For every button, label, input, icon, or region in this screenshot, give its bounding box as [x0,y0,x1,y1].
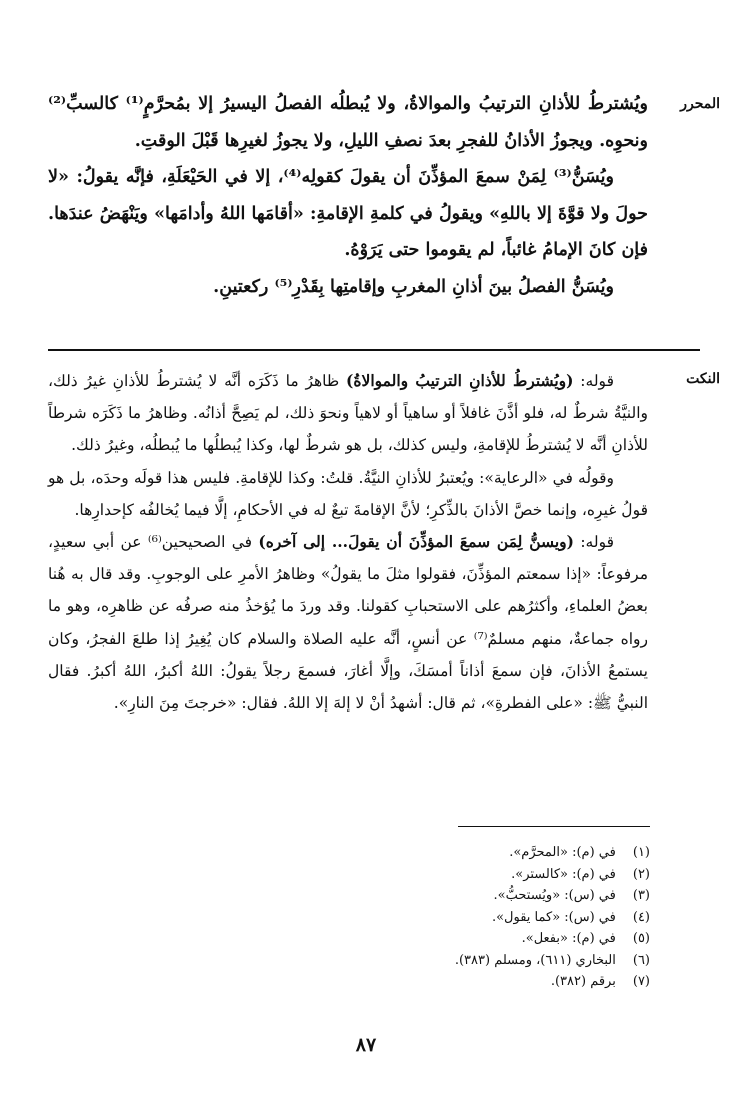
matn-paragraph-3: ويُسَنُّ الفصلُ بينَ أذانِ المغربِ وإقامتِها بِقَدْرِ⁽⁵⁾ ركعتينِ. [213,276,614,297]
commentary-paragraph-2: وقولُه في «الرعاية»: ويُعتبرُ للأذانِ النيَّةُ. قلتُ: وكذا للإقامةِ. فليس هذا قولَه وحدَه، بل هو قولُ غيرِه، وإنما خصَّ الأذانَ بالذِّكرِ؛ لأنَّ الإقامةَ تبعٌ له في الأحكامِ، إلَّا فيما يُخالفُه كإحدارِها. [48,468,648,519]
footnote-number: (٤) [632,909,650,925]
footnote-text: في (م): «بفعل». [521,931,616,946]
commentary-paragraph-3 [48,526,648,719]
footnote-item [300,864,650,886]
footnote-item [300,950,650,972]
footnote-item [300,907,650,929]
footnote-item [300,885,650,907]
footnote-item [300,928,650,950]
footnote-text: برقم (٣٨٢). [550,974,616,989]
footnote-number: (٦) [632,952,650,968]
footnote-item [300,971,650,993]
commentary-text-block [48,365,648,719]
footnote-divider [458,826,650,827]
footnote-text: في (م): «المحرَّم». [509,845,616,860]
footnote-text: في (س): «ويُستحبُّ». [493,888,616,903]
footnote-number: (١) [632,845,650,860]
section-divider [48,349,700,351]
footnote-text: في (س): «كما يقول». [491,909,616,925]
commentary-paragraph-1 [48,365,648,462]
commentary-body: ظاهرُ ما ذَكَرَه أنَّه لا يُشترطُ للأذانِ غيرُ ذلك، والنيَّةُ شرطٌ له، فلو أذَّنَ غافلاً أو ساهياً أو لاهياً ونحوَ ذلك، لم يَصِحَّ أذانُه. وظاهرُ ما ذَكَرَه شرطاً للأذانِ أنَّه لا يُشترطُ للإقامةِ، وليس كذلك، بل هو شرطٌ لها، وكذا يُبطلُها ما يُبطلُه، وغيرُ ذلك. [48,372,648,455]
sharh-margin-label: النكت [686,371,720,387]
commentary-body: في الصحيحين⁽⁶⁾ عن أبي سعيدٍ، مرفوعاً: «إذا سمعتم المؤذِّنَ، فقولوا مثلَ ما يقولُ» وظاهرُ الأمرِ على الوجوبِ. وقد قال به هُنا بعضُ العلماءِ، وأكثرُهم على الاستحبابِ كقولنا. وقد وردَ ما يُؤخذُ منه صرفُه عن ظاهرِه، وهو ما رواه جماعةٌ، منهم مسلمٌ⁽⁷⁾ عن أنسٍ، أنَّه عليه الصلاة والسلام كان يُغِيرُ إذا طلعَ الفجرُ، وكان يستمعُ الأذانَ، فإن سمعَ أذاناً أمسَكَ، وإلَّا أغارَ، فسمعَ رجلاً يقولُ: اللهُ أكبرُ، اللهُ أكبرُ. فقال النبيُّ ﷺ: «على الفطرةِ»، ثم قال: أشهدُ أنْ لا إلهَ إلا اللهُ. فقال: «خرجتَ مِنَ النارِ». [48,533,648,713]
matn-paragraph-1: ويُشترطُ للأذانِ الترتيبُ والموالاةُ، ولا يُبطلُه الفصلُ اليسيرُ إلا بمُحرَّمٍ⁽¹⁾ كالسبِّ⁽²⁾ ونحوِه. ويجوزُ الأذانُ للفجرِ بعدَ نصفِ الليلِ، ولا يجوزُ لغيرِها قَبْلَ الوقتِ. [48,94,648,151]
commentary-lead: قوله: [573,533,615,552]
matn-text-block [48,86,648,305]
footnote-text: في (م): «كالستر». [511,866,616,882]
footnote-text: البخاري (٦١١)، ومسلم (٣٨٣). [454,952,616,968]
commentary-quote: (ويسنُّ لِمَن سمعَ المؤذِّنَ أن يقولَ... إلى آخره) [258,532,574,552]
footnote-number: (٥) [632,931,650,946]
matn-paragraph-2: ويُسَنُّ⁽³⁾ لِمَنْ سمعَ المؤذِّنَ أن يقولَ كقولِه⁽⁴⁾، إلا في الحَيْعَلَةِ، فإنَّه يقولُ: «لا حولَ ولا قوَّةَ إلا باللهِ» ويقولُ في كلمةِ الإقامةِ: «أقامَها اللهُ وأدامَها» ويَنْهَضُ عندَها. فإن كانَ الإمامُ غائباً، لم يقوموا حتى يَرَوْهُ. [48,167,648,260]
footnotes [300,842,650,993]
footnote-number: (٧) [632,974,650,989]
footnote-number: (٣) [632,888,650,903]
page-number: ٨٧ [355,1034,377,1056]
matn-margin-label: المحرر [680,96,720,112]
commentary-lead: قوله: [573,372,614,390]
footnote-number: (٢) [632,866,650,882]
commentary-quote: (ويُشترطُ للأذانِ الترتيبُ والموالاةُ) [346,371,574,390]
footnote-item [300,842,650,864]
